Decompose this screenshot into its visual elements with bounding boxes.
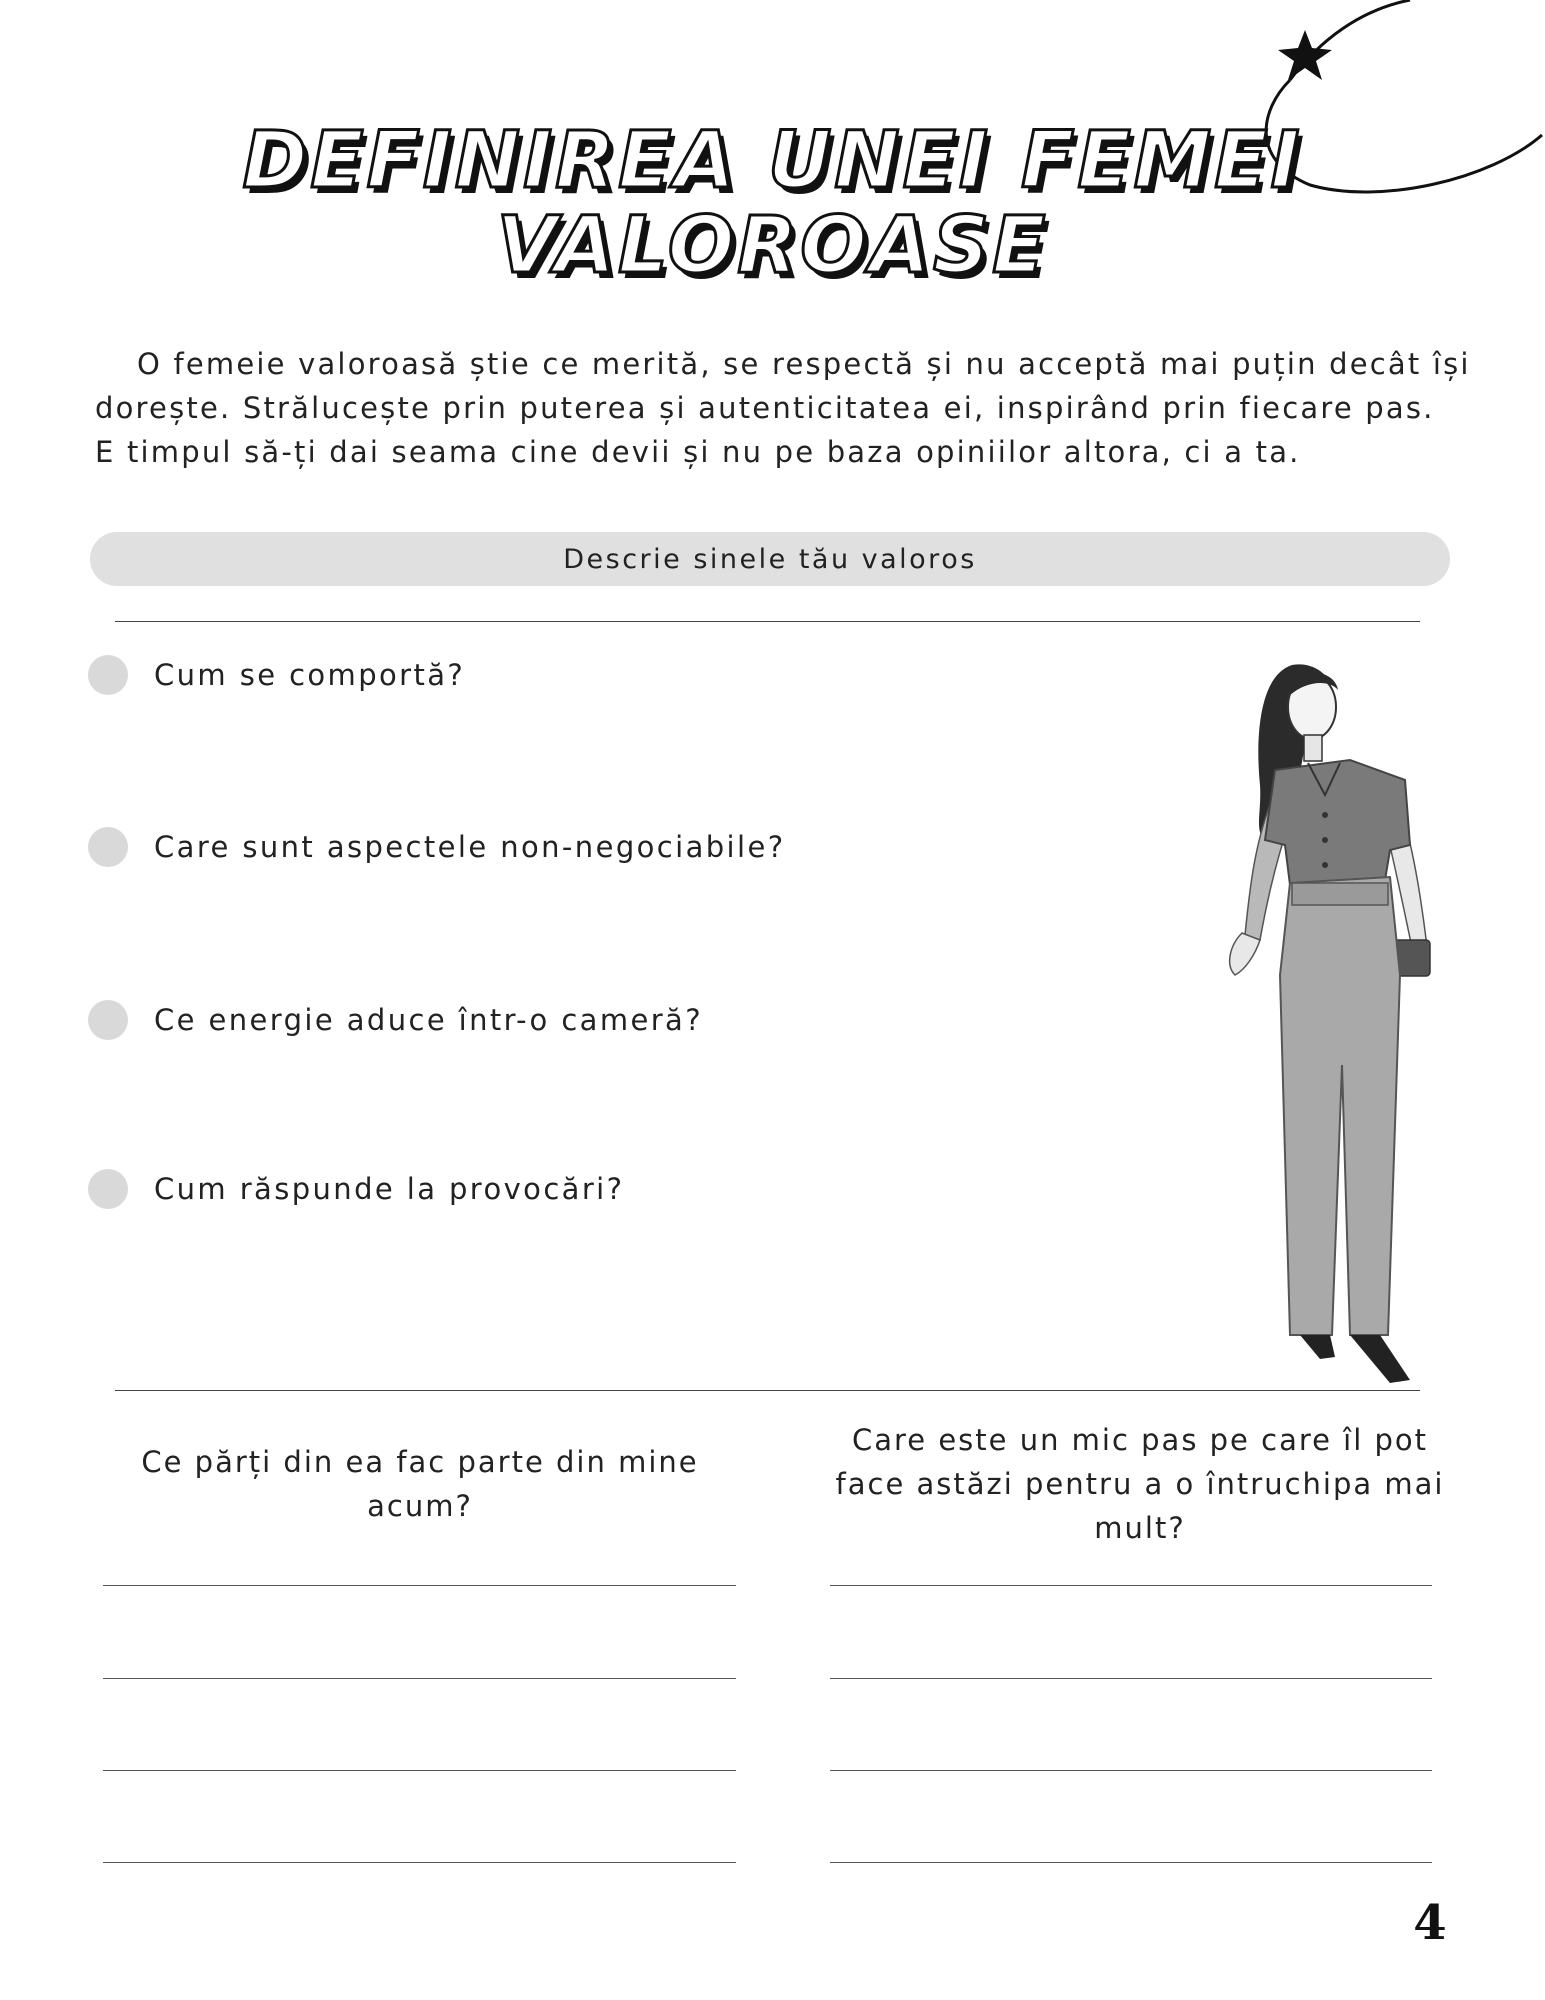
question-item [88, 1169, 624, 1209]
intro-line-2: dorește. Strălucește prin puterea și autenticitatea ei, inspirând prin fiecare pas. [95, 391, 1435, 425]
prompt-right [820, 1418, 1460, 1550]
page-title-line-2: VALOROASE [496, 201, 1049, 291]
question-text: Cum răspunde la provocări? [154, 1172, 625, 1206]
bullet-circle [88, 827, 128, 867]
prompt-right-line-2: face astăzi pentru a o întruchipa mai [835, 1467, 1445, 1501]
question-text: Care sunt aspectele non-negociabile? [154, 830, 786, 864]
question-item [88, 1000, 703, 1040]
question-item [88, 827, 786, 867]
woman-illustration [1200, 645, 1460, 1385]
question-item [88, 655, 465, 695]
page-title-line-1: DEFINIREA UNEI FEMEI [242, 116, 1303, 206]
question-text: Cum se comportă? [154, 658, 466, 692]
bullet-circle [88, 1169, 128, 1209]
answer-line[interactable] [830, 1678, 1432, 1679]
answer-line[interactable] [103, 1862, 736, 1863]
section-top-rule [115, 621, 1420, 622]
section-header-label: Descrie sinele tău valoros [563, 543, 977, 575]
prompt-right-line-1: Care este un mic pas pe care îl pot [851, 1423, 1429, 1457]
intro-paragraph [95, 342, 1495, 474]
intro-line-3: E timpul să-ți dai seama cine devii și nu pe baza opiniilor altora, ci a ta. [95, 435, 1301, 469]
answer-line[interactable] [103, 1585, 736, 1586]
prompt-right-line-3: mult? [1094, 1511, 1186, 1545]
answer-line[interactable] [103, 1770, 736, 1771]
answer-line[interactable] [830, 1585, 1432, 1586]
answer-line[interactable] [830, 1862, 1432, 1863]
prompt-left: Ce părți din ea fac parte din mine acum? [141, 1445, 699, 1523]
answer-line[interactable] [103, 1678, 736, 1679]
bullet-circle [88, 655, 128, 695]
page-number: 4 [1413, 1895, 1447, 1951]
bullet-circle [88, 1000, 128, 1040]
section-bottom-rule [115, 1390, 1420, 1391]
intro-line-1: O femeie valoroasă știe ce merită, se respectă și nu acceptă mai puțin decât își [137, 347, 1471, 381]
answer-line[interactable] [830, 1770, 1432, 1771]
section-header-pill [90, 532, 1450, 586]
question-text: Ce energie aduce într-o cameră? [154, 1003, 704, 1037]
